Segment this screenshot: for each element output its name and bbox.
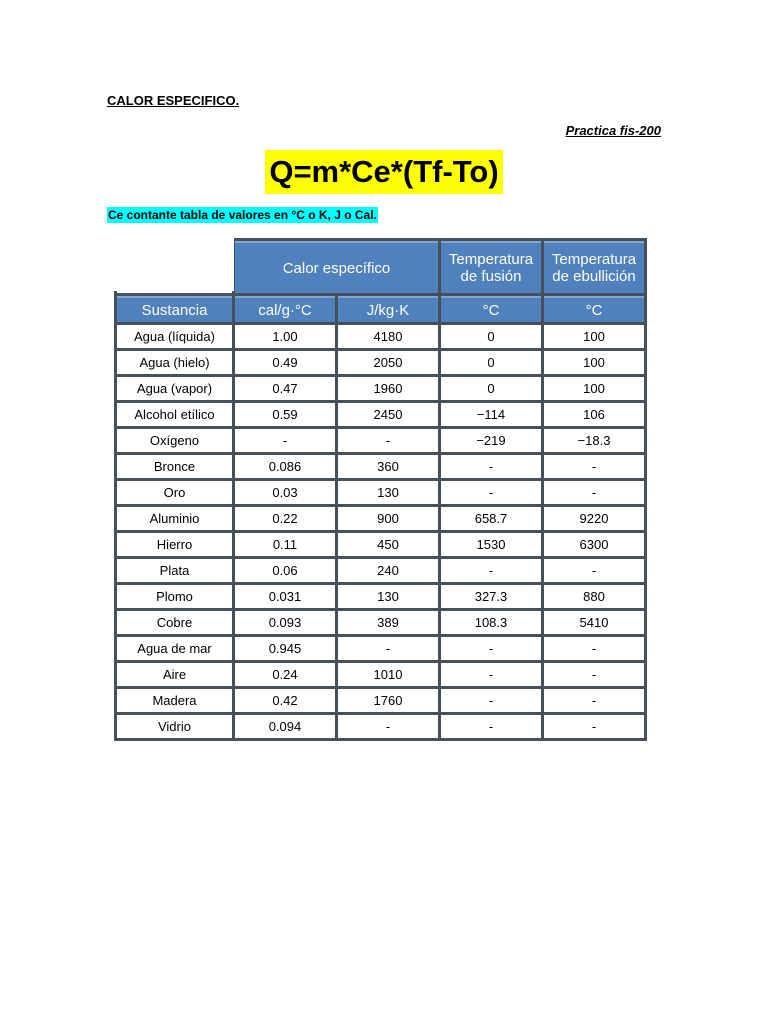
melting-point: - [441, 637, 541, 660]
boiling-point: 880 [544, 585, 644, 608]
specific-heat-cal: 0.094 [235, 715, 335, 738]
table-caption: Ce contante tabla de valores en °C o K, J o Cal. [108, 208, 377, 222]
boiling-point: - [544, 715, 644, 738]
specific-heat-cal: 0.03 [235, 481, 335, 504]
table-row [117, 689, 644, 712]
boiling-point: 100 [544, 351, 644, 374]
table-row [117, 637, 644, 660]
boiling-point: 100 [544, 325, 644, 348]
table-row [117, 377, 644, 400]
melting-point: - [441, 455, 541, 478]
substance-name: Agua (vapor) [117, 377, 232, 400]
boiling-point: 6300 [544, 533, 644, 556]
table-row [117, 507, 644, 530]
column-header-row [117, 296, 644, 322]
substance-name: Hierro [117, 533, 232, 556]
heat-formula: Q=m*Ce*(Tf-To) [265, 150, 502, 194]
specific-heat-joule: - [338, 429, 438, 452]
boiling-point: - [544, 481, 644, 504]
melting-point: - [441, 715, 541, 738]
specific-heat-cal: 0.59 [235, 403, 335, 426]
substance-name: Plata [117, 559, 232, 582]
table-row [117, 481, 644, 504]
melting-point: - [441, 689, 541, 712]
substance-name: Agua (líquida) [117, 325, 232, 348]
specific-heat-joule: 4180 [338, 325, 438, 348]
melting-point: 0 [441, 325, 541, 348]
column-header-melting-unit: °C [441, 296, 541, 322]
boiling-point: - [544, 559, 644, 582]
table-row [117, 611, 644, 634]
melting-point: 327.3 [441, 585, 541, 608]
boiling-point: 100 [544, 377, 644, 400]
table-row [117, 351, 644, 374]
specific-heat-cal: 0.093 [235, 611, 335, 634]
table-row [117, 403, 644, 426]
document-heading: CALOR ESPECIFICO. [107, 93, 240, 108]
table-row [117, 559, 644, 582]
melting-point: 108.3 [441, 611, 541, 634]
melting-point: 658.7 [441, 507, 541, 530]
specific-heat-joule: 240 [338, 559, 438, 582]
melting-point: - [441, 663, 541, 686]
melting-point: −114 [441, 403, 541, 426]
substance-name: Vidrio [117, 715, 232, 738]
specific-heat-joule: 1010 [338, 663, 438, 686]
boiling-point: - [544, 455, 644, 478]
substance-name: Oro [117, 481, 232, 504]
specific-heat-joule: 1760 [338, 689, 438, 712]
substance-name: Agua (hielo) [117, 351, 232, 374]
table-row [117, 325, 644, 348]
substance-name: Madera [117, 689, 232, 712]
specific-heat-cal: 0.086 [235, 455, 335, 478]
specific-heat-joule: 130 [338, 481, 438, 504]
specific-heat-joule: 2450 [338, 403, 438, 426]
table-row [117, 715, 644, 738]
substance-name: Bronce [117, 455, 232, 478]
column-header-boiling-unit: °C [544, 296, 644, 322]
specific-heat-cal: 0.47 [235, 377, 335, 400]
practice-reference: Practica fis-200 [565, 123, 661, 138]
table-row [117, 455, 644, 478]
melting-point: −219 [441, 429, 541, 452]
boiling-point: 106 [544, 403, 644, 426]
table-row [117, 663, 644, 686]
specific-heat-cal: 0.42 [235, 689, 335, 712]
boiling-point: - [544, 663, 644, 686]
substance-name: Cobre [117, 611, 232, 634]
specific-heat-cal: 0.22 [235, 507, 335, 530]
specific-heat-joule: 900 [338, 507, 438, 530]
substance-name: Alcohol etílico [117, 403, 232, 426]
specific-heat-cal: 0.49 [235, 351, 335, 374]
specific-heat-joule: - [338, 637, 438, 660]
column-header-joule-unit: J/kg·K [338, 296, 438, 322]
table-row [117, 429, 644, 452]
table-row [117, 585, 644, 608]
melting-point: - [441, 559, 541, 582]
specific-heat-joule: 450 [338, 533, 438, 556]
melting-point: 0 [441, 351, 541, 374]
table-row [117, 533, 644, 556]
substance-name: Plomo [117, 585, 232, 608]
substance-name: Oxígeno [117, 429, 232, 452]
formula-container [0, 150, 768, 194]
column-header-substance: Sustancia [117, 296, 232, 322]
boiling-point: 9220 [544, 507, 644, 530]
specific-heat-joule: 1960 [338, 377, 438, 400]
melting-point: 0 [441, 377, 541, 400]
boiling-point: 5410 [544, 611, 644, 634]
melting-point: 1530 [441, 533, 541, 556]
boiling-point: - [544, 637, 644, 660]
specific-heat-cal: 0.945 [235, 637, 335, 660]
specific-heat-cal: 0.11 [235, 533, 335, 556]
group-header-specific-heat: Calor específico [235, 241, 438, 293]
substance-name: Agua de mar [117, 637, 232, 660]
specific-heat-joule: 360 [338, 455, 438, 478]
substance-name: Aire [117, 663, 232, 686]
melting-point: - [441, 481, 541, 504]
specific-heat-table [114, 238, 647, 741]
specific-heat-joule: 2050 [338, 351, 438, 374]
specific-heat-cal: 0.031 [235, 585, 335, 608]
specific-heat-joule: 130 [338, 585, 438, 608]
specific-heat-cal: 0.24 [235, 663, 335, 686]
specific-heat-cal: 0.06 [235, 559, 335, 582]
specific-heat-joule: - [338, 715, 438, 738]
group-header-boiling-temp: Temperatura de ebullición [544, 241, 644, 293]
boiling-point: −18.3 [544, 429, 644, 452]
substance-name: Aluminio [117, 507, 232, 530]
specific-heat-cal: 1.00 [235, 325, 335, 348]
boiling-point: - [544, 689, 644, 712]
table-corner-mask [114, 238, 234, 291]
group-header-melting-temp: Temperatura de fusión [441, 241, 541, 293]
specific-heat-cal: - [235, 429, 335, 452]
specific-heat-joule: 389 [338, 611, 438, 634]
column-header-cal-unit: cal/g·°C [235, 296, 335, 322]
